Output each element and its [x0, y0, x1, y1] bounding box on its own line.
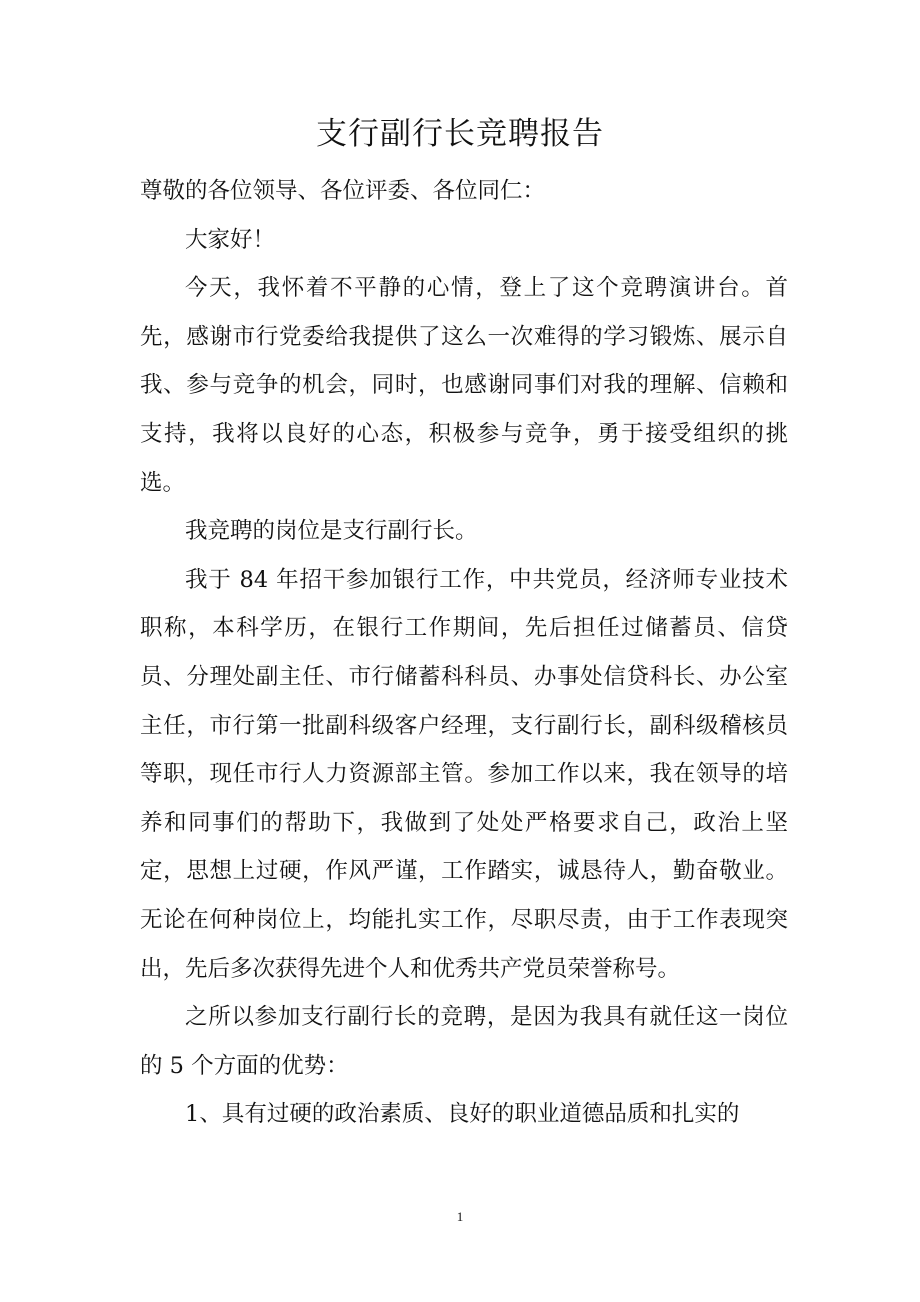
paragraph-advantage-1: 1、具有过硬的政治素质、良好的职业道德品质和扎实的	[185, 1101, 740, 1128]
paragraph-background: 我于 84 年招干参加银行工作，中共党员，经济师专业技术职称，本科学历，在银行工作期间，先后担任过储蓄员、信贷员、分理处副主任、市行储蓄科科员、办事处信贷科长、办公室主任，市行第一批副科级客户经理，支行副行长，副科级稽核员等职，现任市行人力资源部主管。参加工作以来，我在领导的培养和同事们的帮助下，我做到了处处严格要求自己，政治上坚定，思想上过硬，作风严谨，工作踏实，诚恳待人，勤奋敬业。无论在何种岗位上，均能扎实工作，尽职尽责，由于工作表现突出，先后多次获得先进个人和优秀共产党员荣誉称号。	[140, 566, 788, 982]
document-body	[140, 167, 788, 1139]
document-title: 支行副行长竞聘报告	[316, 116, 604, 152]
paragraph-opening: 今天，我怀着不平静的心情，登上了这个竞聘演讲台。首先，感谢市行党委给我提供了这么一次难得的学习锻炼、展示自我、参与竞争的机会，同时，也感谢同事们对我的理解、信赖和支持，我将以良好的心态，积极参与竞争，勇于接受组织的挑选。	[140, 275, 788, 496]
paragraph-advantages: 之所以参加支行副行长的竞聘，是因为我具有就任这一岗位的 5 个方面的优势：	[140, 1004, 788, 1079]
salutation: 尊敬的各位领导、各位评委、各位同仁：	[140, 178, 546, 204]
page-number: 1	[456, 1209, 464, 1224]
paragraph-greeting: 大家好！	[185, 226, 276, 253]
paragraph-position: 我竞聘的岗位是支行副行长。	[185, 518, 478, 545]
